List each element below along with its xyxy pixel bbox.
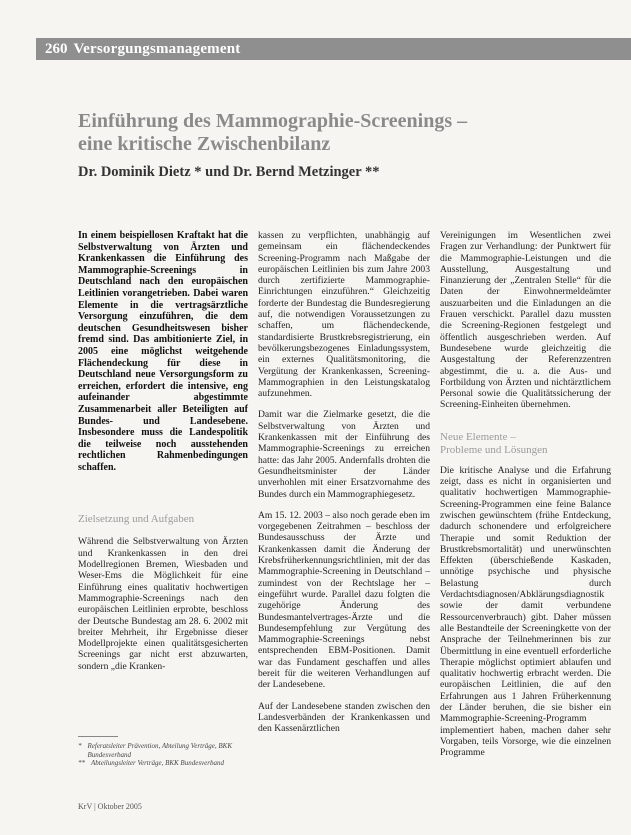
footnote-text: Referatsleiter Prävention, Abteilung Verträge, BKK Bundesverband bbox=[87, 742, 233, 759]
body-paragraph: Vereinigungen im Wesentlichen zwei Fragen zur Verhandlung: der Punktwert für die Mammographie-Leistungen und die Ausstellung, Ausgestaltung und Finanzierung der „Zentralen Stelle“ für die Daten der Einwohnermeldeämter auszuarbeiten und die Einladungen an die Frauen verschickt. Parallel dazu mussten die Screening-Regionen festgelegt und öffentlich ausgeschrieben werden. Auf Bundesebene wurde gleichzeitig die Ausgestaltung der Referenzzentren abgestimmt, die u. a. die Aus- und Fortbildung von Ärzten und nichtärztlichem Personal sowie die Qualitätssicherung der Screening-Einheiten übernehmen. bbox=[440, 230, 611, 411]
footnotes bbox=[78, 742, 248, 768]
title-line-2: eine kritische Zwischenbilanz bbox=[78, 133, 331, 155]
body-paragraph: Am 15. 12. 2003 – also noch gerade eben im vorgegebenen Zeitrahmen – beschloss der Bundesausschuss der Ärzte und Krankenkassen damit die Änderung der Krebsfrüherkennungsrichtlinien, mit der das Mammographie-Screening in Deutschland – zumindest von der Rechtslage her – eingeführt wurde. Parallel dazu folgten die zugehörige Änderung des Bundesmantelvertrages-Ärzte und die Bundesempfehlung zur Vergütung des Mammographie-Screenings nebst entsprechenden EBM-Positionen. Damit war das Fundament geschaffen und alles bereit für die weiteren Verhandlungen auf der Landesebene. bbox=[258, 509, 430, 691]
running-header bbox=[36, 38, 631, 60]
article-title bbox=[78, 110, 598, 156]
lead-paragraph: In einem beispiellosen Kraftakt hat die Selbstverwaltung von Ärzten und Krankenkassen die Einführung des Mammographie-Screenings in Deutschland nach den europäischen Leitlinien vorangetrieben. Dabei waren Elemente in die vertragsärztliche Versorgung einzuführen, die dem deutschen Gesundheitswesen bisher fremd sind. Das ambitionierte Ziel, in 2005 eine möglichst weitgehende Flächendeckung für diese in Deutschland neue Versorgungsform zu erreichen, erfordert die intensive, eng aufeinander abgestimmte Zusammenarbeit aller Beteiligten auf Bundes- und Landesebene. Insbesondere muss die Landespolitik die teilweise noch ausstehenden rechtlichen Rahmenbedingungen schaffen. bbox=[78, 230, 248, 473]
body-paragraph: Während die Selbstverwaltung von Ärzten und Krankenkassen in den drei Modellregionen Bremen, Wiesbaden und Weser-Ems die Möglichkeit für eine Einführung eines qualitativ hochwertigen Mammographie-Screenings nach den europäischen Leitlinien erprobte, beschloss der Deutsche Bundestag am 28. 6. 2002 mit breiter Mehrheit, ihr Ergebnisse dieser Modellprojekte einen qualitätsgesicherten Screenings gar nicht erst abzuwarten, sondern „die Kranken- bbox=[78, 536, 248, 672]
column-1 bbox=[78, 230, 248, 682]
page-number: 260 bbox=[45, 40, 68, 57]
footnote bbox=[78, 759, 248, 768]
subheading-zielsetzung: Zielsetzung und Aufgaben bbox=[78, 513, 195, 526]
subheading-line-1: Neue Elemente – bbox=[440, 430, 516, 443]
footnote-text: Abteilungsleiter Verträge, BKK Bundesverband bbox=[91, 759, 224, 767]
body-paragraph: kassen zu verpflichten, unabhängig auf gemeinsam ein flächendeckendes Screening-Programm nach Maßgabe der europäischen Leitlinien bis zum Jahre 2003 durch zertifizierte Mammographie-Einrichtungen einzuführen.“ Gleichzeitig forderte der Bundestag die Bundesregierung auf, die notwendigen Voraussetzungen zu schaffen, um flächendeckende, standardisierte Brustkrebsregistrierung, ein bevölkerungsbezogenes Einladungssystem, ein externes Qualitätsmonitoring, die Vergütung der Krankenkassen, Screening-Mammographien in den Leistungskatalog aufzunehmen. bbox=[258, 230, 430, 400]
subheading-line-2: Probleme und Lösungen bbox=[440, 443, 548, 456]
footnote bbox=[78, 742, 248, 759]
authors: Dr. Dominik Dietz * und Dr. Bernd Metzinger ** bbox=[78, 164, 380, 180]
footnote-mark: ** bbox=[78, 759, 85, 767]
body-paragraph: Damit war die Zielmarke gesetzt, die die Selbstverwaltung von Ärzten und Krankenkassen mit der Einführung des Mammographie-Screenings zu erreichen hatte: das Jahr 2005. Andernfalls drohten die Gesundheitsminister der Länder unverhohlen mit einer Ersatzvornahme des Bundes durch ein Mammographiegesetz. bbox=[258, 409, 430, 500]
title-line-1: Einführung des Mammographie-Screenings – bbox=[78, 110, 468, 132]
section-title: Versorgungsmanagement bbox=[73, 40, 241, 57]
body-paragraph: Die kritische Analyse und die Erfahrung zeigt, dass es nicht in organisierten und qualitativ hochwertigen Mammographie-Screening-Programmen eine feine Balance zwischen gewünschtem (frühe Entdeckung, dadurch schonendere und erfolgreichere Therapie und somit Reduktion der Brustkrebsmortalität) und unerwünschten Effekten (überschießende Kaskaden, unnötige psychische und physische Belastung durch Verdachtsdiagnosen/Abklärungsdiagnostik sowie der damit verbundene Ressourcenverbrauch) gibt. Daher müssen alle Bestandteile der Screeningkette von der Ansprache der Teilnehmerinnen bis zur Übermittlung in eine eventuell erforderliche Therapie möglichst optimiert ablaufen und qualitativ hochwertig erbracht werden. Die europäischen Leitlinien, die auf den Erfahrungen aus 1 Jahren Früherkennung der Länder beruhen, die sie bisher ein Mammographie-Screening-Programm implementiert haben, machen daher sehr Vorgaben, teils Vorsorge, wie die einzelnen Programme bbox=[440, 464, 611, 759]
footnote-rule bbox=[78, 736, 118, 737]
body-paragraph: Auf der Landesebene standen zwischen den Landesverbänden der Krankenkassen und den Kassenärztlichen bbox=[258, 700, 430, 735]
subheading-neue-elemente bbox=[440, 431, 611, 457]
column-3 bbox=[440, 230, 611, 768]
column-2 bbox=[258, 230, 430, 744]
footnote-mark: * bbox=[78, 742, 82, 750]
page-footer: KrV | Oktober 2005 bbox=[78, 802, 142, 811]
